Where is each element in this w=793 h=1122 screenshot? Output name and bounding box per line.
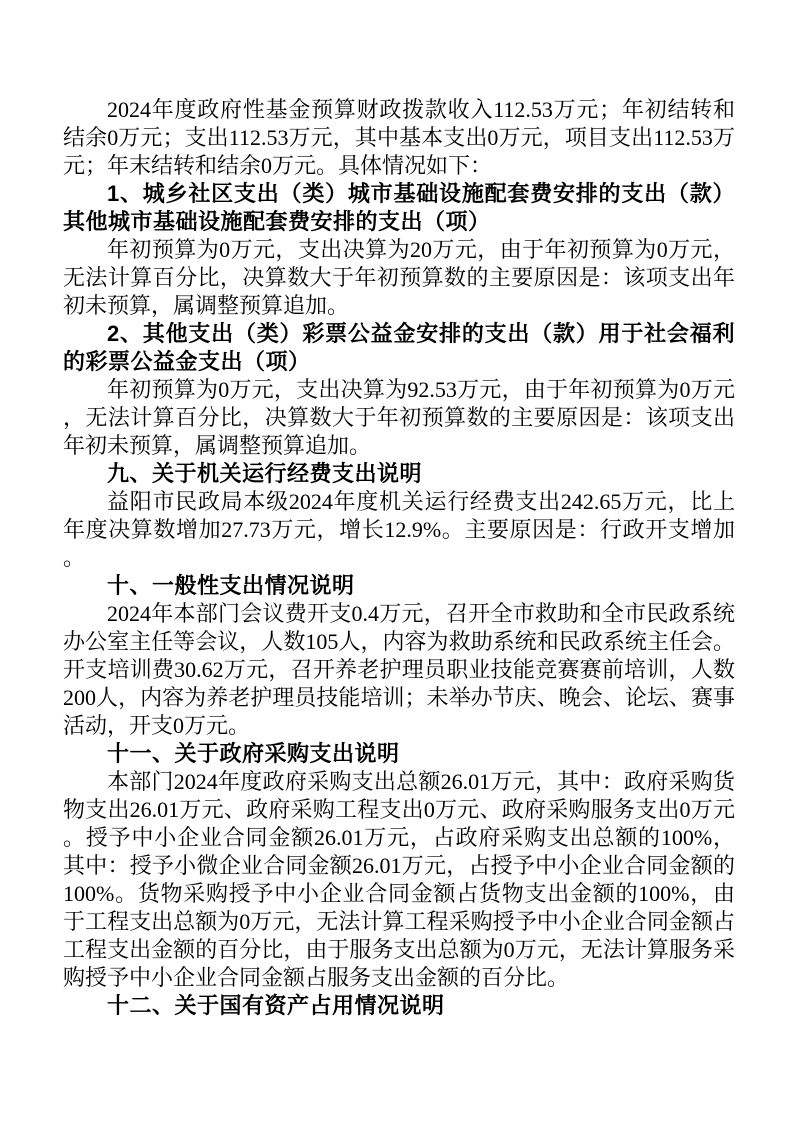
- body-paragraph: 年初预算为0万元，支出决算为92.53万元，由于年初预算为0万元，无法计算百分比，决算数大于年初预算数的主要原因是：该项支出年初未预算，属调整预算追加。: [63, 377, 735, 458]
- body-paragraph: 2024年度政府性基金预算财政拨款收入112.53万元；年初结转和结余0万元；支出112.53万元，其中基本支出0万元，项目支出112.53万元；年末结转和结余0万元。具体情况如下：: [63, 97, 735, 178]
- section-heading: 十、一般性支出情况说明: [107, 573, 355, 598]
- body-paragraph: 年初预算为0万元，支出决算为20万元，由于年初预算为0万元，无法计算百分比，决算数大于年初预算数的主要原因是：该项支出年初未预算，属调整预算追加。: [63, 237, 735, 318]
- section-heading: 九、关于机关运行经费支出说明: [107, 461, 423, 486]
- body-paragraph: 益阳市民政局本级2024年度机关运行经费支出242.65万元，比上年度决算数增加27.73万元，增长12.9%。主要原因是：行政开支增加。: [63, 489, 735, 570]
- document-content: [63, 96, 735, 1020]
- section-heading: 十二、关于国有资产占用情况说明: [107, 993, 445, 1018]
- body-paragraph: 2024年本部门会议费开支0.4万元，召开全市救助和全市民政系统办公室主任等会议，人数105人，内容为救助系统和民政系统主任会。开支培训费30.62万元，召开养老护理员职业技能竞赛赛前培训，人数200人，内容为养老护理员技能培训；未举办节庆、晚会、论坛、赛事活动，开支0万元。: [63, 601, 735, 738]
- body-paragraph: 本部门2024年度政府采购支出总额26.01万元，其中：政府采购货物支出26.01万元、政府采购工程支出0万元、政府采购服务支出0万元。授予中小企业合同金额26.01万元，占政府采购支出总额的100%，其中：授予小微企业合同金额26.01万元，占授予中小企业合同金额的100%。货物采购授予中小企业合同金额占货物支出金额的100%，由于工程支出总额为0万元，无法计算工程采购授予中小企业合同金额占工程支出金额的百分比，由于服务支出总额为0万元，无法计算服务采购授予中小企业合同金额占服务支出金额的百分比。: [63, 769, 735, 990]
- section-heading: 1、城乡社区支出（类）城市基础设施配套费安排的支出（款）其他城市基础设施配套费安排的支出（项）: [63, 181, 735, 234]
- section-heading: 2、其他支出（类）彩票公益金安排的支出（款）用于社会福利的彩票公益金支出（项）: [63, 321, 735, 374]
- section-heading: 十一、关于政府采购支出说明: [107, 741, 400, 766]
